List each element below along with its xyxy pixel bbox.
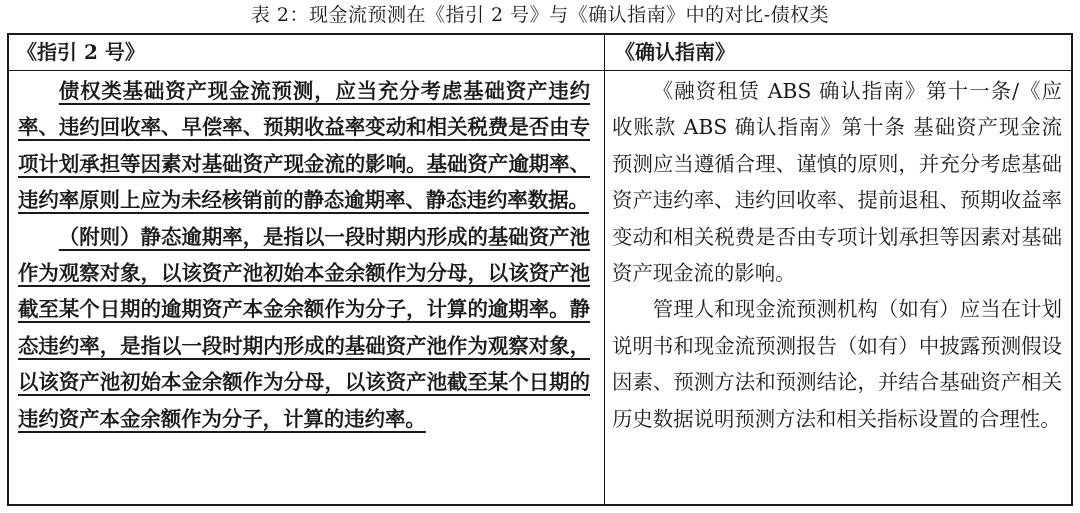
column-divider — [604, 35, 605, 504]
table-caption: 表 2：现金流预测在《指引 2 号》与《确认指南》中的对比-债权类 — [250, 4, 830, 26]
cell-guideline-2 — [18, 73, 590, 437]
guideline-2-appendix-paragraph: （附则）静态逾期率，是指以一段时期内形成的基础资产池作为观察对象，以该资产池初始本金余额作为分母，以该资产池截至某个日期的逾期资产本金余额作为分子，计算的逾期率。静态违约率，是指以一段时期内形成的基础资产池作为观察对象，以该资产池初始本金余额作为分母，以该资产池截至某个日期的违约资产本金余额作为分子，计算的违约率。 — [18, 224, 590, 431]
cell-confirmation-guide — [612, 73, 1062, 437]
guideline-2-paragraph: 债权类基础资产现金流预测，应当充分考虑基础资产违约率、违约回收率、早偿率、预期收益率变动和相关税费是否由专项计划承担等因素对基础资产现金流的影响。基础资产逾期率、违约率原则上应为未经核销前的静态逾期率、静态违约率数据。 — [18, 79, 590, 213]
header-divider — [9, 70, 1071, 71]
comparison-table — [7, 33, 1073, 506]
header-confirmation-guide: 《确认指南》 — [615, 40, 735, 64]
confirmation-guide-disclosure-paragraph: 管理人和现金流预测机构（如有）应当在计划说明书和现金流预测报告（如有）中披露预测假设因素、预测方法和预测结论，并结合基础资产相关历史数据说明预测方法和相关指标设置的合理性。 — [612, 297, 1062, 431]
confirmation-guide-paragraph: 《融资租赁 ABS 确认指南》第十一条/《应收账款 ABS 确认指南》第十条 基础资产现金流预测应当遵循合理、谨慎的原则，并充分考虑基础资产违约率、违约回收率、提前退租、预期收益率变动和相关税费是否由专项计划承担等因素对基础资产现金流的影响。 — [612, 79, 1062, 286]
header-guideline-2: 《指引 2 号》 — [17, 40, 145, 64]
